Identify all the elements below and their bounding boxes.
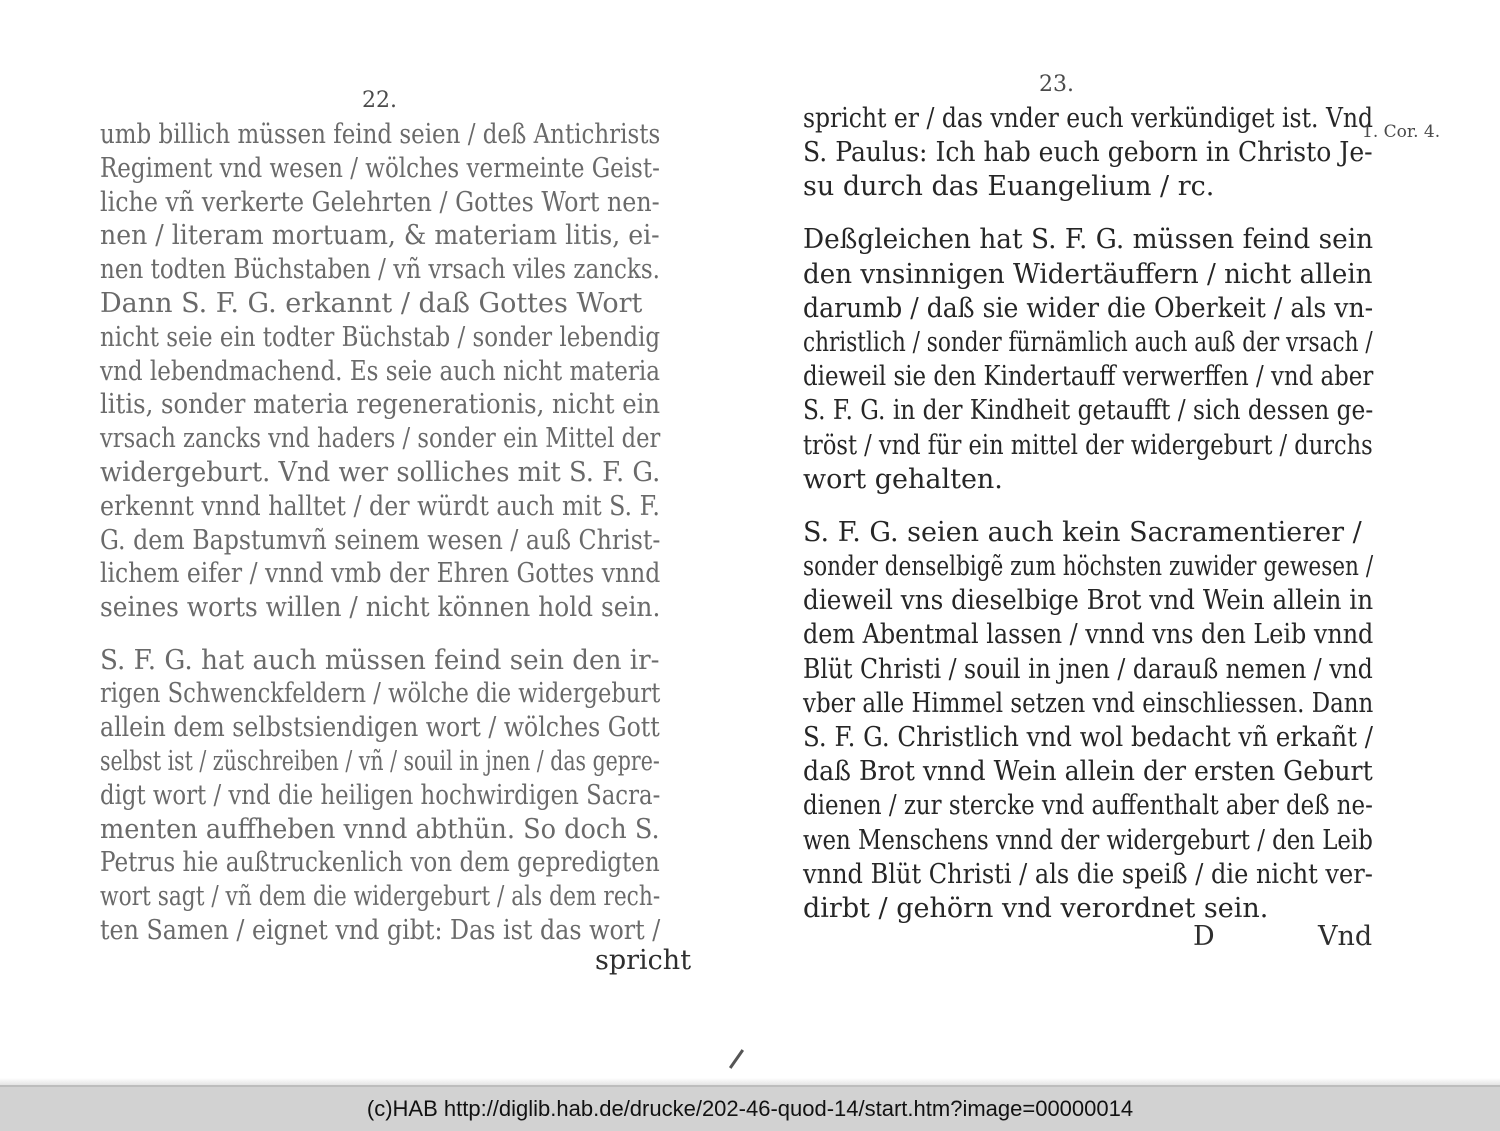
signature-mark: D — [1193, 921, 1215, 953]
text-line: Regiment vnd wesen / wölches vermeinte Geist- — [100, 152, 660, 184]
text-line: vrsach zancks vnd haders / sonder ein Mittel der — [100, 423, 661, 455]
text-line: tröst / vnd für ein mittel der widergeburt / durchs — [803, 429, 1373, 461]
text-line: dieweil sie den Kindertauff verwerffen / vnd aber — [803, 361, 1374, 393]
stray-ink-mark — [729, 1049, 744, 1069]
text-line: spricht er / das vnder euch verkündiget ist. Vnd — [803, 103, 1374, 134]
left-page-number: 22. — [362, 88, 397, 113]
text-line: S. F. G. seien auch kein Sacramentierer / — [803, 516, 1362, 548]
text-line: widergeburt. Vnd wer solliches mit S. F. G. — [100, 457, 661, 488]
text-line: menten auffheben vnnd abthün. So doch S. — [100, 813, 660, 845]
text-line: S. F. G. in der Kindheit getaufft / sich dessen ge- — [803, 395, 1374, 427]
text-line: Petrus hie außtruckenlich von dem gepredigten — [100, 847, 660, 879]
text-line: ten Samen / eignet vnd gibt: Das ist das wort / — [100, 914, 661, 946]
text-line: vber alle Himmel setzen vnd einschliessen. Dann — [803, 687, 1374, 719]
text-line: umb billich müssen feind seien / deß Antichrists — [100, 119, 661, 150]
text-line: nen todten Büchstaben / vñ vrsach viles zancks. — [100, 254, 660, 286]
text-line: nen / literam mortuam, & materiam litis, ei- — [100, 220, 660, 252]
copyright-url-text: (c)HAB http://diglib.hab.de/drucke/202-46-quod-14/start.htm?image=00000014 — [366, 1096, 1134, 1121]
text-line: Blüt Christi / souil in jnen / darauß nemen / vnd — [803, 653, 1373, 685]
text-line: seines worts willen / nicht können hold sein. — [100, 592, 661, 624]
text-line: wort gehalten. — [803, 463, 1003, 495]
text-line: den vnsinnigen Widertäuffern / nicht allein — [803, 258, 1373, 290]
text-line: lichem eifer / vnnd vmb der Ehren Gottes vnnd — [100, 558, 661, 590]
text-line: dieweil vns dieselbige Brot vnd Wein allein in — [803, 585, 1374, 617]
copyright-footer-bar — [0, 1085, 1500, 1131]
text-line: selbst ist / züschreiben / vñ / souil in jnen / das gepre- — [100, 745, 660, 777]
text-line: erkennt vnnd halltet / der würdt auch mit S. F. — [100, 490, 660, 522]
text-line: wort sagt / vñ dem die widergeburt / als dem rech- — [100, 881, 661, 913]
text-line: sonder denselbigẽ zum höchsten zuwider gewesen / — [803, 551, 1374, 583]
text-line: rigen Schwenckfeldern / wölche die widergeburt — [100, 678, 661, 710]
text-line: darumb / daß sie wider die Oberkeit / als vn- — [803, 292, 1374, 324]
text-line: nicht seie ein todter Büchstab / sonder lebendig — [100, 321, 661, 353]
text-line: Deßgleichen hat S. F. G. müssen feind sein — [803, 224, 1374, 256]
text-line: dienen / zur stercke vnd auffenthalt aber deß ne- — [803, 790, 1373, 822]
text-line: S. F. G. hat auch müssen feind sein den ir- — [100, 644, 660, 676]
text-line: digt wort / vnd die heiligen hochwirdigen Sacra- — [100, 779, 661, 811]
text-line: litis, sonder materia regenerationis, nicht ein — [100, 389, 661, 421]
text-line: vnd lebendmachend. Es seie auch nicht materia — [100, 355, 660, 387]
text-line: dirbt / gehörn vnd verordnet sein. — [803, 893, 1269, 925]
right-page-number: 23. — [1039, 72, 1074, 97]
text-line: wen Menschens vnnd der widergeburt / den Leib — [803, 824, 1373, 856]
left-catchword: spricht — [595, 944, 692, 976]
text-line: dem Abentmal lassen / vnnd vns den Leib vnnd — [803, 619, 1374, 651]
text-line: allein dem selbstsiendigen wort / wölches Gott — [100, 712, 660, 744]
right-catchword: Vnd — [1318, 921, 1373, 953]
text-line: S. F. G. Christlich vnd wol bedacht vñ erkañt / — [803, 722, 1373, 754]
text-line: vnnd Blüt Christi / als die speiß / die nicht ver- — [803, 858, 1373, 890]
text-line: G. dem Bapstumvñ seinem wesen / auß Christ- — [100, 524, 661, 556]
text-line: liche vñ verkerte Gelehrten / Gottes Wort nen- — [100, 186, 660, 218]
text-line: su durch das Euangelium / rc. — [803, 171, 1215, 203]
text-line: S. Paulus: Ich hab euch geborn in Christo Je- — [803, 137, 1373, 169]
text-line: christlich / sonder fürnämlich auch auß der vrsach / — [803, 327, 1373, 358]
margin-note: 1. Cor. 4. — [1362, 122, 1441, 142]
text-line: Dann S. F. G. erkannt / daß Gottes Wort — [100, 288, 643, 319]
text-line: daß Brot vnnd Wein allein der ersten Geburt — [803, 756, 1373, 788]
